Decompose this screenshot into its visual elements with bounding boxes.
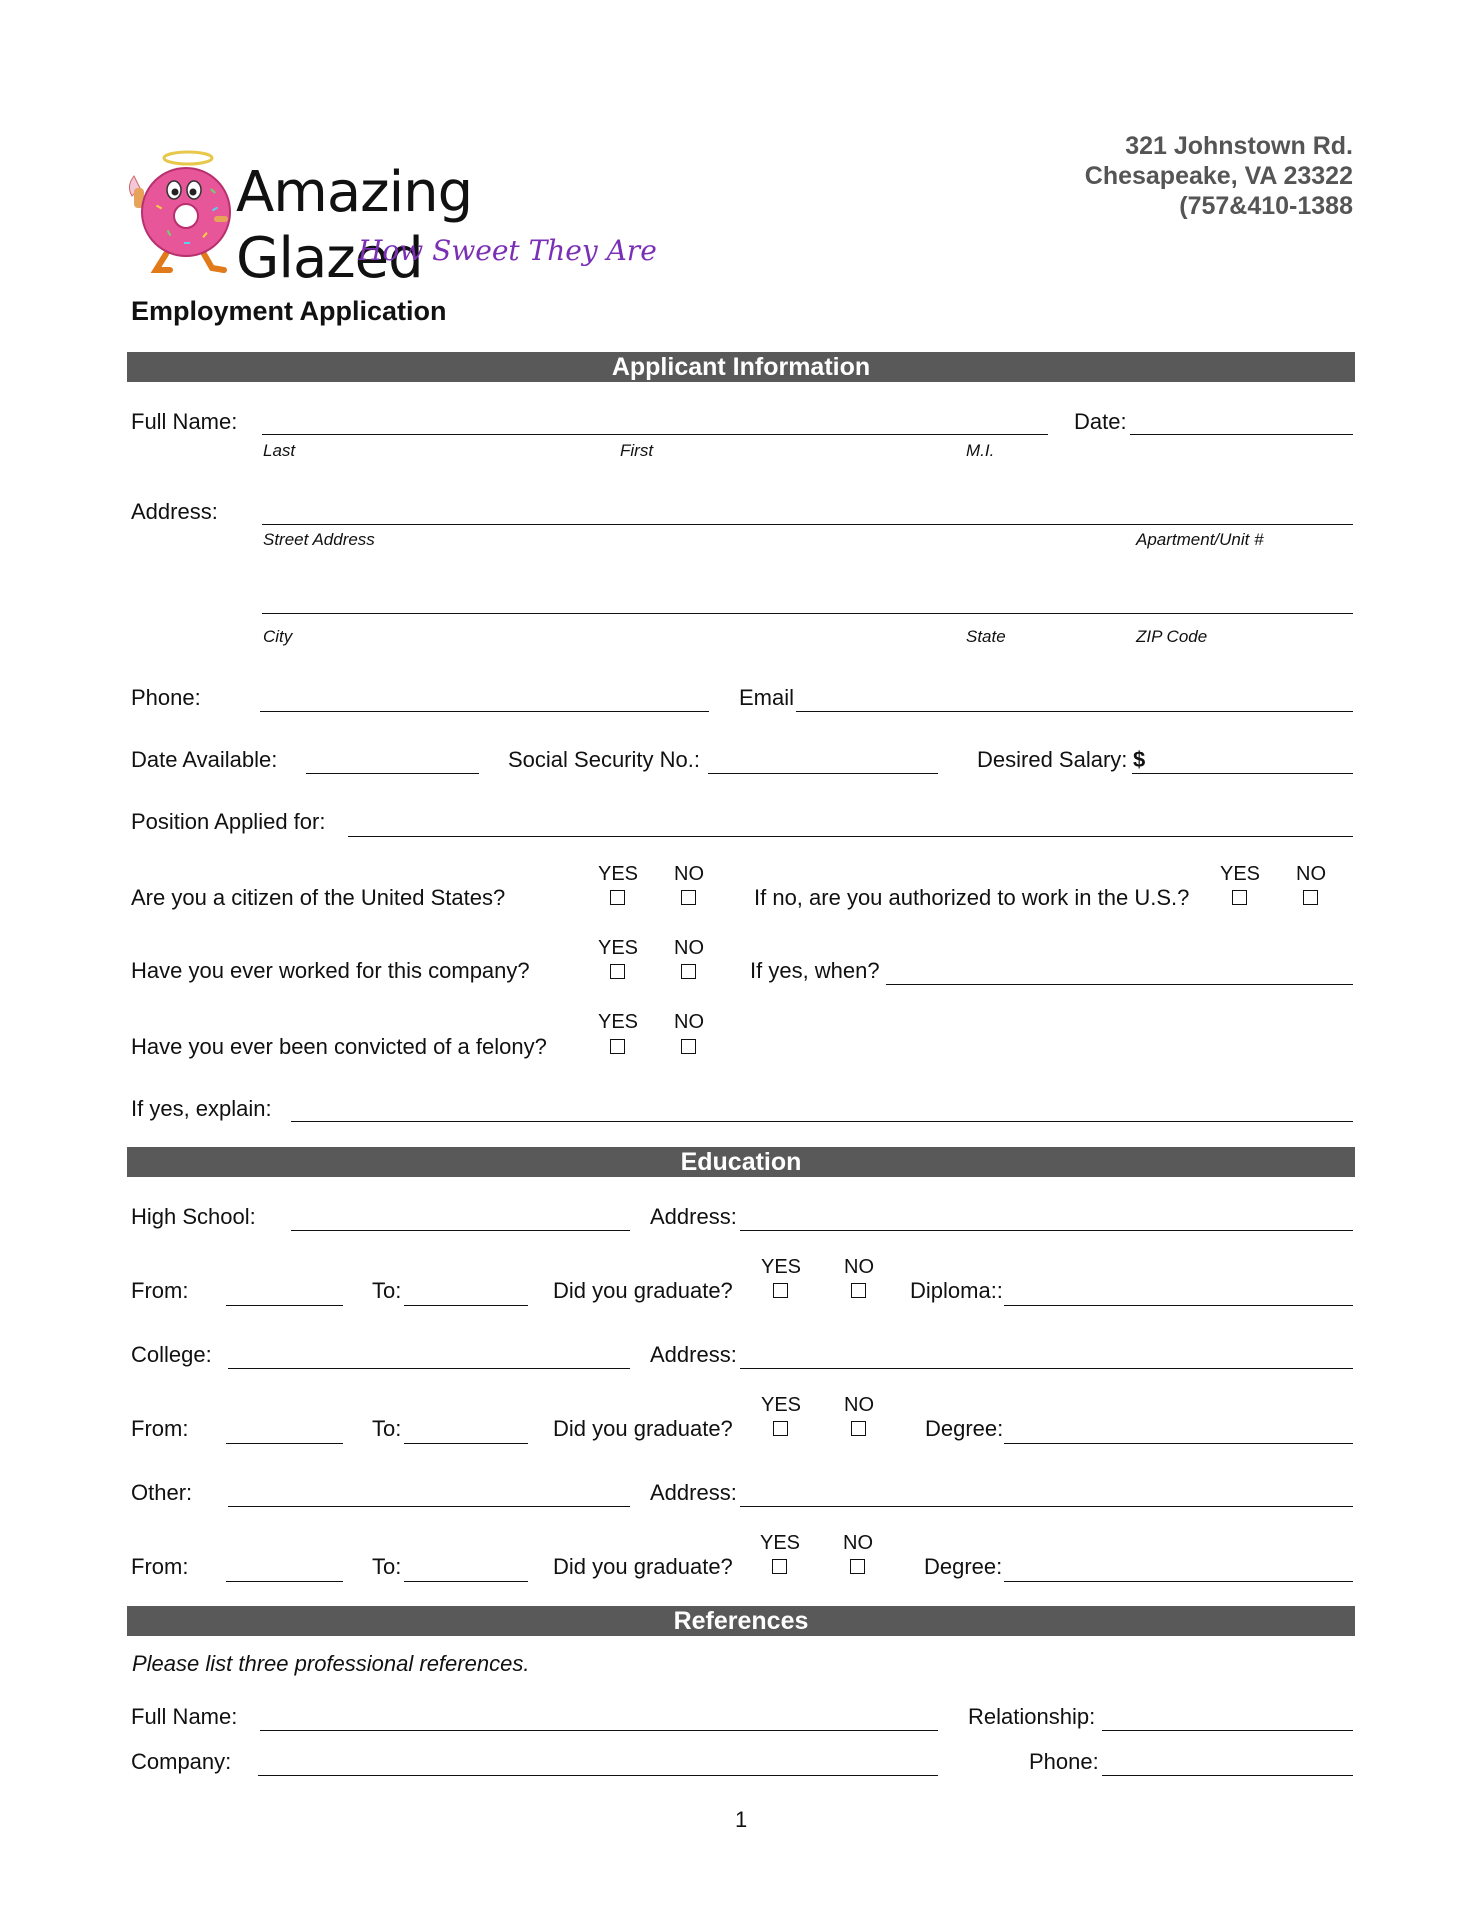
- high-school-from-label: From:: [131, 1278, 189, 1303]
- high-school-from-field[interactable]: [226, 1305, 343, 1306]
- company-name: Amazing Glazed: [236, 160, 473, 291]
- other-no-label: NO: [843, 1532, 873, 1554]
- section-header-education: Education: [127, 1147, 1355, 1177]
- other-from-label: From:: [131, 1554, 189, 1579]
- other-degree-label: Degree:: [924, 1554, 1003, 1579]
- company-tagline: How Sweet They Are: [358, 234, 657, 267]
- college-label: College:: [131, 1342, 212, 1367]
- other-graduate-question: Did you graduate?: [553, 1554, 733, 1579]
- college-graduate-question: Did you graduate?: [553, 1416, 733, 1441]
- diploma-label: Diploma::: [910, 1278, 1003, 1303]
- felony-no-checkbox[interactable]: [681, 1039, 696, 1054]
- worked-no-label: NO: [674, 937, 704, 959]
- high-school-no-label: NO: [844, 1256, 874, 1278]
- when-label: If yes, when?: [750, 958, 880, 983]
- worked-yes-label: YES: [597, 937, 639, 959]
- college-to-label: To:: [372, 1416, 402, 1441]
- citizen-question: Are you a citizen of the United States?: [131, 885, 506, 910]
- college-no-checkbox[interactable]: [851, 1421, 866, 1436]
- college-address-label: Address:: [650, 1342, 737, 1367]
- college-address-field[interactable]: [740, 1368, 1353, 1369]
- reference-company-field[interactable]: [258, 1775, 938, 1776]
- first-caption: First: [620, 441, 654, 460]
- donut-mascot-icon: [126, 146, 246, 276]
- reference-full-name-field[interactable]: [260, 1730, 938, 1731]
- college-from-label: From:: [131, 1416, 189, 1441]
- reference-phone-label: Phone:: [1029, 1749, 1099, 1774]
- college-degree-field[interactable]: [1004, 1443, 1353, 1444]
- high-school-field[interactable]: [291, 1230, 630, 1231]
- company-logo: [126, 146, 666, 291]
- ssn-label: Social Security No.:: [508, 747, 700, 772]
- felony-yes-checkbox[interactable]: [610, 1039, 625, 1054]
- street-address-caption: Street Address: [263, 530, 375, 549]
- citizen-no-label: NO: [674, 863, 704, 885]
- high-school-graduate-question: Did you graduate?: [553, 1278, 733, 1303]
- high-school-address-label: Address:: [650, 1204, 737, 1229]
- college-yes-label: YES: [760, 1394, 802, 1416]
- position-field[interactable]: [348, 836, 1353, 837]
- authorized-yes-label: YES: [1219, 863, 1261, 885]
- other-no-checkbox[interactable]: [850, 1559, 865, 1574]
- zip-caption: ZIP Code: [1136, 627, 1208, 646]
- state-caption: State: [966, 627, 1006, 646]
- reference-relationship-field[interactable]: [1102, 1730, 1353, 1731]
- reference-full-name-label: Full Name:: [131, 1704, 238, 1729]
- citizen-no-checkbox[interactable]: [681, 890, 696, 905]
- page-title: Employment Application: [131, 296, 447, 326]
- company-phone: (757&410-1388: [1179, 192, 1353, 220]
- authorized-question: If no, are you authorized to work in the U.S.?: [754, 885, 1190, 910]
- city-state-zip-field[interactable]: [262, 613, 1353, 614]
- desired-salary-field[interactable]: [1132, 773, 1353, 774]
- street-address-field[interactable]: [262, 524, 1353, 525]
- college-field[interactable]: [228, 1368, 630, 1369]
- desired-salary-label: Desired Salary:: [977, 747, 1128, 772]
- worked-no-checkbox[interactable]: [681, 964, 696, 979]
- other-field[interactable]: [228, 1506, 630, 1507]
- college-yes-checkbox[interactable]: [773, 1421, 788, 1436]
- other-to-label: To:: [372, 1554, 402, 1579]
- authorized-no-checkbox[interactable]: [1303, 890, 1318, 905]
- worked-yes-checkbox[interactable]: [610, 964, 625, 979]
- high-school-no-checkbox[interactable]: [851, 1283, 866, 1298]
- authorized-no-label: NO: [1296, 863, 1326, 885]
- high-school-yes-label: YES: [760, 1256, 802, 1278]
- position-label: Position Applied for:: [131, 809, 326, 834]
- reference-relationship-label: Relationship:: [968, 1704, 1096, 1729]
- other-label: Other:: [131, 1480, 193, 1505]
- other-yes-checkbox[interactable]: [772, 1559, 787, 1574]
- explain-field[interactable]: [291, 1121, 1353, 1122]
- high-school-label: High School:: [131, 1204, 256, 1229]
- other-address-label: Address:: [650, 1480, 737, 1505]
- other-degree-field[interactable]: [1004, 1581, 1353, 1582]
- references-instructions: Please list three professional references.: [132, 1651, 530, 1676]
- full-name-label: Full Name:: [131, 409, 238, 434]
- other-from-field[interactable]: [226, 1581, 343, 1582]
- high-school-to-label: To:: [372, 1278, 402, 1303]
- salary-currency-symbol: $: [1133, 747, 1146, 772]
- address-label: Address:: [131, 499, 218, 524]
- city-caption: City: [263, 627, 293, 646]
- when-field[interactable]: [886, 984, 1353, 985]
- high-school-address-field[interactable]: [740, 1230, 1353, 1231]
- college-to-field[interactable]: [404, 1443, 528, 1444]
- felony-yes-label: YES: [597, 1011, 639, 1033]
- date-available-label: Date Available:: [131, 747, 278, 772]
- other-address-field[interactable]: [740, 1506, 1353, 1507]
- date-available-field[interactable]: [306, 773, 479, 774]
- date-label: Date:: [1074, 409, 1127, 434]
- ssn-field[interactable]: [708, 773, 938, 774]
- felony-no-label: NO: [674, 1011, 704, 1033]
- full-name-field[interactable]: [262, 434, 1048, 435]
- phone-label: Phone:: [131, 685, 201, 710]
- high-school-yes-checkbox[interactable]: [773, 1283, 788, 1298]
- worked-question: Have you ever worked for this company?: [131, 958, 530, 983]
- email-field[interactable]: [796, 711, 1353, 712]
- page-number: 1: [735, 1807, 748, 1832]
- section-header-references: References: [127, 1606, 1355, 1636]
- authorized-yes-checkbox[interactable]: [1232, 890, 1247, 905]
- citizen-yes-label: YES: [597, 863, 639, 885]
- apartment-caption: Apartment/Unit #: [1136, 530, 1264, 549]
- reference-company-label: Company:: [131, 1749, 232, 1774]
- mi-caption: M.I.: [966, 441, 995, 460]
- other-to-field[interactable]: [404, 1581, 528, 1582]
- other-yes-label: YES: [759, 1532, 801, 1554]
- high-school-to-field[interactable]: [404, 1305, 528, 1306]
- college-no-label: NO: [844, 1394, 874, 1416]
- section-header-applicant: Applicant Information: [127, 352, 1355, 382]
- citizen-yes-checkbox[interactable]: [610, 890, 625, 905]
- diploma-field[interactable]: [1004, 1305, 1353, 1306]
- email-label: Email: [739, 685, 795, 710]
- company-address-line2: Chesapeake, VA 23322: [1084, 162, 1353, 190]
- college-from-field[interactable]: [226, 1443, 343, 1444]
- felony-question: Have you ever been convicted of a felony?: [131, 1034, 547, 1059]
- company-address-line1: 321 Johnstown Rd.: [1125, 132, 1353, 160]
- date-field[interactable]: [1130, 434, 1353, 435]
- reference-phone-field[interactable]: [1102, 1775, 1353, 1776]
- last-caption: Last: [263, 441, 296, 460]
- phone-field[interactable]: [260, 711, 709, 712]
- college-degree-label: Degree:: [925, 1416, 1004, 1441]
- explain-label: If yes, explain:: [131, 1096, 272, 1121]
